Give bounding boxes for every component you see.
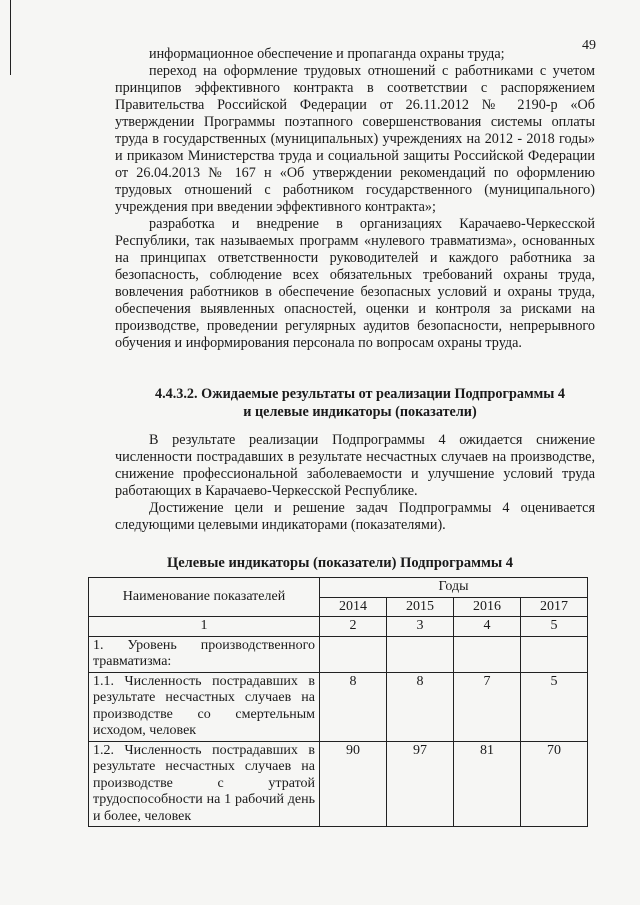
column-number-row [89, 617, 588, 637]
indicator-value: 97 [387, 741, 454, 827]
table-header-row [89, 578, 588, 598]
year-cell: 2016 [454, 597, 521, 617]
paragraph-info: информационное обеспечение и пропаганда охраны труда; [149, 46, 505, 62]
name-header: Наименование показателей [89, 578, 320, 617]
results-text-block [115, 432, 595, 534]
table-title: Целевые индикаторы (показатели) Подпрограммы 4 [166, 555, 514, 571]
section-heading [110, 386, 610, 421]
year-cell: 2014 [320, 597, 387, 617]
column-number: 1 [89, 617, 320, 637]
indicator-value: 70 [521, 741, 588, 827]
table-row [89, 672, 588, 741]
indicator-value: 5 [521, 672, 588, 741]
indicator-value [320, 636, 387, 672]
year-cell: 2017 [521, 597, 588, 617]
column-number: 2 [320, 617, 387, 637]
column-number: 4 [454, 617, 521, 637]
indicators-table [88, 577, 588, 827]
paragraph-results: В результате реализации Подпрограммы 4 ожидается снижение численности пострадавших в результате несчастных случаев на производстве, снижение профессиональной заболеваемости и улучшение условий труда работающих в Карачаево-Черкесской Республике. [115, 432, 595, 499]
table-row [89, 636, 588, 672]
paragraph-indicators: Достижение цели и решение задач Подпрограммы 4 оценивается следующими целевыми индикаторами (показателями). [115, 500, 595, 533]
indicator-value: 8 [387, 672, 454, 741]
column-number: 3 [387, 617, 454, 637]
indicator-value: 90 [320, 741, 387, 827]
paragraph-contract: переход на оформление трудовых отношений с работниками с учетом принципов эффективного контракта в соответствии с распоряжением Правительства Российской Федерации от 26.11.2012 № 2190-р «Об утверждении Программы поэтапного совершенствования системы оплаты труда в государственных (муниципальных) учреждениях на 2012 - 2018 годы» и приказом Министерства труда и социальной защиты Российской Федерации от 26.04.2013 № 167 н «Об утверждении рекомендаций по оформлению трудовых отношений с работником государственного (муниципального) учреждения при введении эффективного контракта»; [115, 63, 595, 215]
indicator-name: 1.1. Численность пострадавших в результате несчастных случаев на производстве со смертельным исходом, человек [89, 672, 320, 741]
indicator-value [521, 636, 588, 672]
section-heading-line2: и целевые индикаторы (показатели) [243, 403, 477, 420]
indicator-value: 7 [454, 672, 521, 741]
indicator-value: 81 [454, 741, 521, 827]
column-number: 5 [521, 617, 588, 637]
paragraph-zero-injury: разработка и внедрение в организациях Карачаево-Черкесской Республики, так называемых программ «нулевого травматизма», основанных на принципах ответственности руководителей и каждого работника за безопасность, соблюдение всех обязательных требований охраны труда, вовлечения работников в обеспечение безопасных условий и охраны труда, обеспечения выявленных опасностей, оценки и контроля за рисками на производстве, проведении регулярных аудитов безопасности, непрерывного обучения и информирования персонала по вопросам охраны труда. [115, 216, 595, 351]
years-header: Годы [320, 578, 588, 598]
page-number: 49 [582, 38, 596, 53]
top-text-block [115, 46, 595, 352]
indicator-value [454, 636, 521, 672]
indicator-name: 1.2. Численность пострадавших в результате несчастных случаев на производстве с утратой трудоспособности на 1 рабочий день и более, человек [89, 741, 320, 827]
indicator-value: 8 [320, 672, 387, 741]
section-heading-line1: 4.4.3.2. Ожидаемые результаты от реализации Подпрограммы 4 [154, 386, 565, 402]
binding-edge-line [10, 0, 11, 75]
year-cell: 2015 [387, 597, 454, 617]
indicator-name: 1. Уровень производственного травматизма: [89, 636, 320, 672]
table-row [89, 741, 588, 827]
indicator-value [387, 636, 454, 672]
